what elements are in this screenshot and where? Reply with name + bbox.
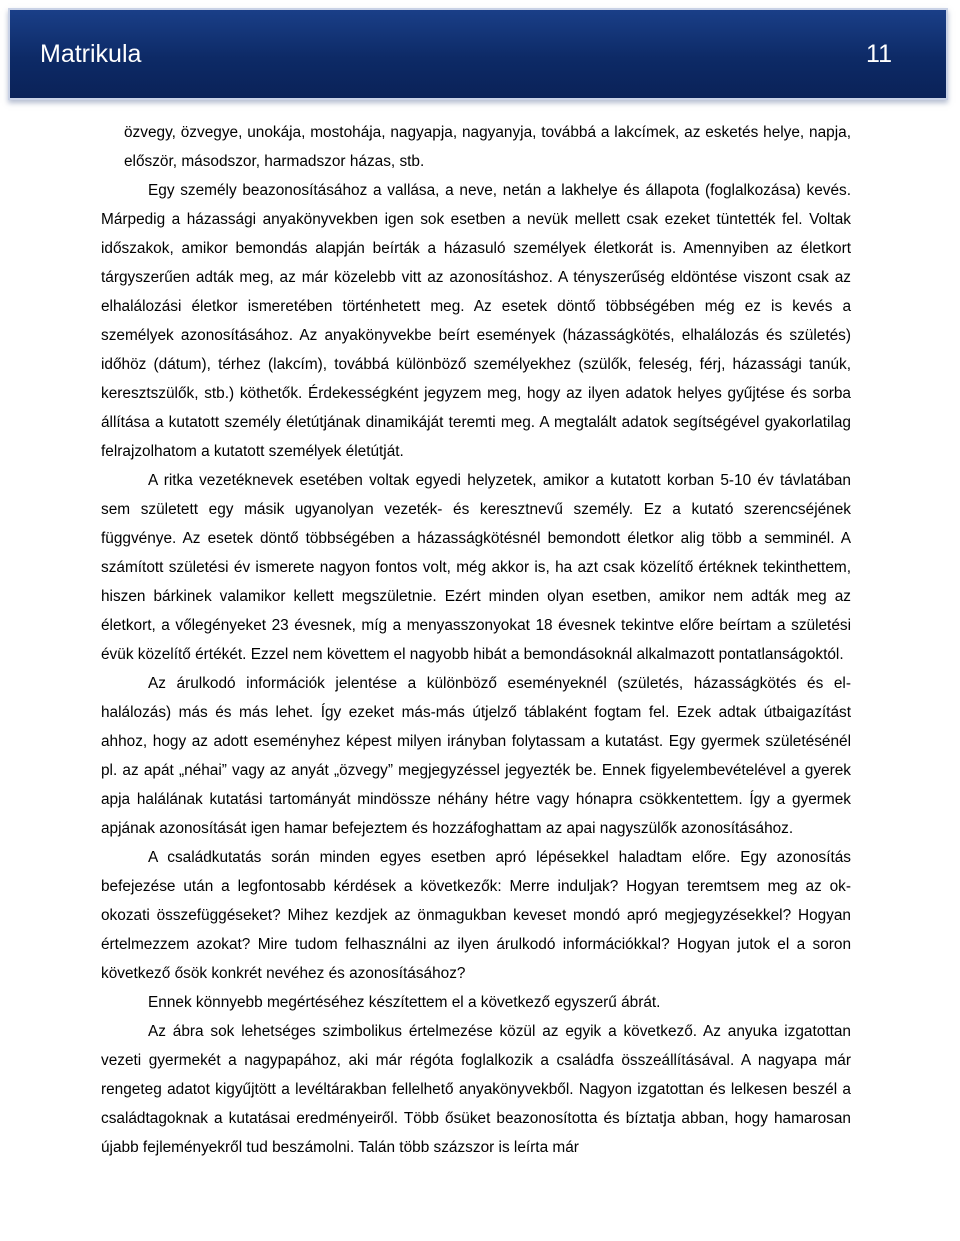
paragraph-7: Az ábra sok lehetséges szimbolikus értelmezése közül az egyik a következő. Az anyuka izgatottan vezeti gyermekét a nagypapához, aki már régóta foglalkozik a családfa összeállításával. A nagyapa már rengeteg adatot kigyűjtött a levéltárakban fellelhető anyakönyvekből. Nagyon izgatottan és lelkesen beszél a családtagoknak a kutatásai eredményeiről. Több ősüket beazonosította és bíztatja abban, hogy hamarosan újabb fejleményekről tud beszámolni. Talán több százszor is leírta már [101, 1023, 851, 1156]
paragraph-2: Egy személy beazonosításához a vallása, a neve, netán a lakhelye és állapota (foglalkozása) kevés. Márpedig a házassági anyakönyvekben igen sok esetben a nevük mellett csak ezeket tüntették fel. Voltak időszakok, amikor bemondás alapján beírták a házasuló személyek életkorát is. Amennyiben az életkort tárgyszerűen adták meg, az már közelebb vitt az azonosításhoz. A tényszerűség eldöntése viszont csak az elhalálozási életkor ismeretében történhetett meg. Az esetek döntő többségében még ez is kevés a személyek azonosításához. Az anyakönyvekbe beírt események (házasságkötés, elhalálozás és születés) időhöz (dátum), térhez (lakcím), továbbá különböző személyekhez (szülők, feleség, férj, házassági tanúk, keresztszülők, stb.) köthetők. Érdekességként jegyzem meg, hogy az ilyen adatok helyes gyűjtése és sorba állítása a kutatott személy életútjának dinamikáját teremti meg. A megtalált adatok segítségével gyakorlatilag felrajzolhatom a kutatott személyek életútját. [101, 182, 851, 460]
paragraph-5: A családkutatás során minden egyes esetben apró lépésekkel haladtam előre. Egy azonosítás befejezése után a legfontosabb kérdések a következők: Merre induljak? Hogyan teremtsem meg az ok-okozati összefüggéseket? Mihez kezdjek az önmagukban keveset mondó apró megjegyzésekkel? Hogyan értelmezzem azokat? Mire tudom felhasználni az ilyen árulkodó információkkal? Hogyan jutok el a soron következő ősök konkrét nevéhez és azonosításához? [101, 849, 851, 982]
document-body [101, 118, 851, 1162]
paragraph-3: A ritka vezetéknevek esetében voltak egyedi helyzetek, amikor a kutatott korban 5-10 év távlatában sem született egy másik ugyanolyan vezeték- és keresztnevű személy. Ez a kutató szerencséjének függvénye. Az esetek döntő többségében a házasságkötésnél bemondott életkor alig több a semminél. A számított születési év ismerete nagyon fontos volt, még akkor is, ha azt csak közelítő értéknek tekinthettem, hiszen bárkinek valamikor kellett megszületnie. Ezért minden olyan esetben, amikor nem adták meg az életkort, a vőlegényeket 23 évesnek, míg a menyasszonyokat 18 évesnek tekintve előre beírtam a születési évük közelítő értékét. Ezzel nem követtem el nagyobb hibát a bemondásoknál alkalmazott pontatlanságoktól. [101, 472, 851, 663]
paragraph-4: Az árulkodó információk jelentése a különböző eseményeknél (születés, házasságkötés és elhalálozás) más és más lehet. Így ezeket más-más útjelző táblaként fogtam fel. Ezek adtak útbaigazítást ahhoz, hogy az adott eseményhez képest milyen irányban folytassam a kutatást. Egy gyermek születésénél pl. az apát „néhai” vagy az anyát „özvegy” megjegyzéssel jegyezték be. Ennek figyelembevételével a gyerek apja halálának kutatási tartományát mindössze néhány hétre vagy hónapra csökkentettem. Így a gyermek apjának azonosítását igen hamar befejeztem és hozzáfoghattam az apai nagyszülők azonosításához. [101, 675, 851, 837]
paragraph-1: özvegy, özvegye, unokája, mostohája, nagyapja, nagyanyja, továbbá a lakcímek, az esketés helye, napja, először, másodszor, harmadszor házas, stb. [124, 124, 851, 170]
paragraph-6: Ennek könnyebb megértéséhez készítettem el a következő egyszerű ábrát. [148, 994, 661, 1011]
page-number: 11 [866, 40, 892, 68]
header-title: Matrikula [40, 40, 142, 68]
page-header [8, 8, 948, 100]
